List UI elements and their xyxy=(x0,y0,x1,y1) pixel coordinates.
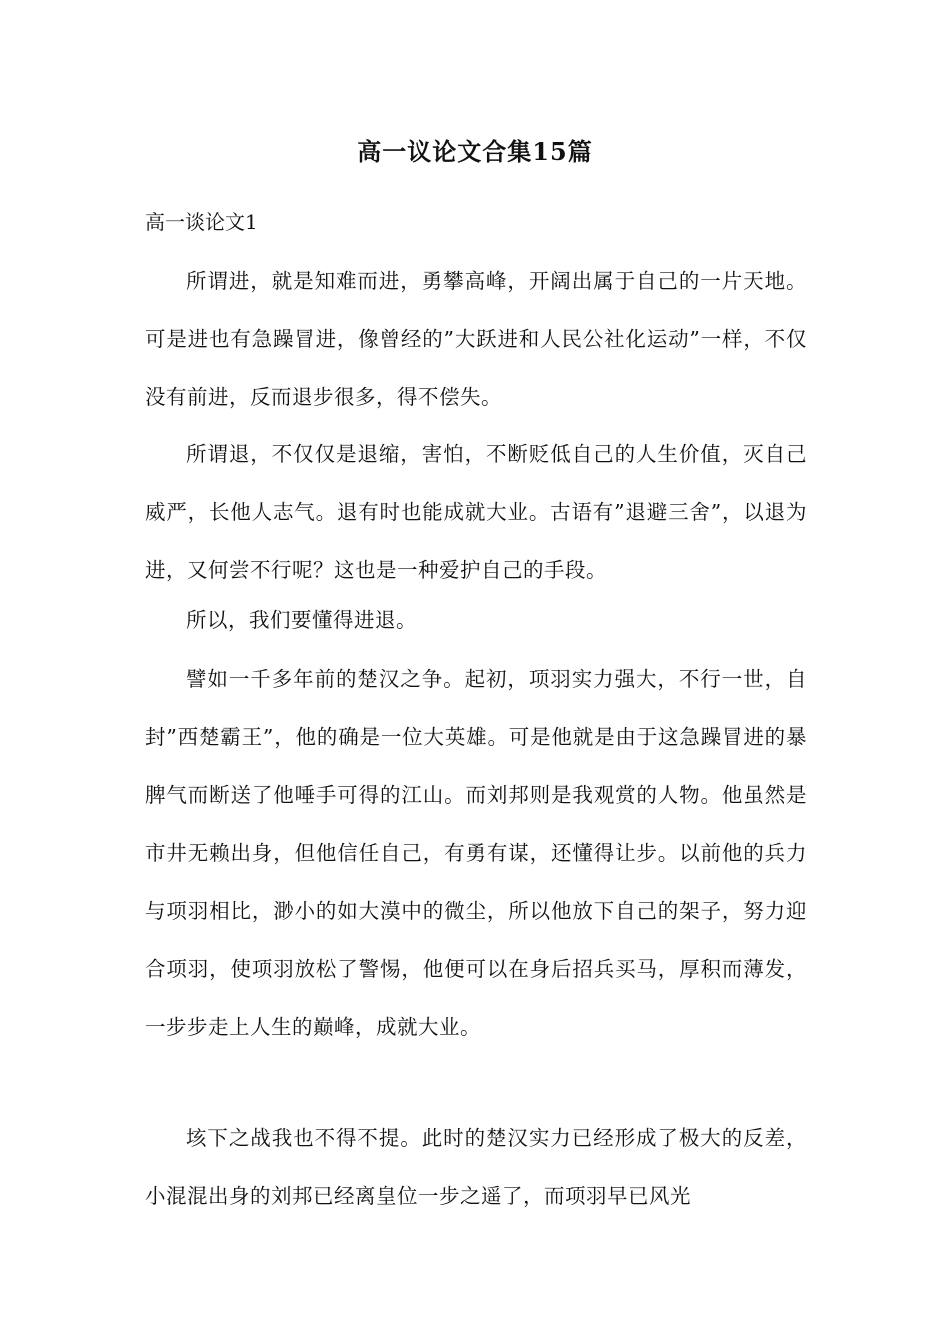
paragraph-4: 譬如一千多年前的楚汉之争。起初，项羽实力强大，不行一世，自封”西楚霸王”，他的确是一位大英雄。可是他就是由于这急躁冒进的暴脾气而断送了他唾手可得的江山。而刘邦则是我观赏的人物。他虽然是市井无赖出身，但他信任自己，有勇有谋，还懂得让步。以前他的兵力与项羽相比，渺小的如大漠中的微尘，所以他放下自己的架子，努力迎合项羽，使项羽放松了警惕，他便可以在身后招兵买马，厚积而薄发，一步步走上人生的巅峰，成就大业。 xyxy=(145,667,807,1039)
paragraph-5: 垓下之战我也不得不提。此时的楚汉实力已经形成了极大的反差，小混混出身的刘邦已经离皇位一步之遥了，而项羽早已风光 xyxy=(145,1126,807,1208)
paragraph-2: 所谓退，不仅仅是退缩，害怕，不断贬低自己的人生价值，灭自己威严，长他人志气。退有时也能成就大业。古语有”退避三舍”，以退为进，又何尝不行呢？这也是一种爱护自己的手段。 xyxy=(145,442,807,582)
section-heading: 高一谈论文1 xyxy=(145,210,258,234)
paragraph-3: 所以，我们要懂得进退。 xyxy=(186,608,417,632)
paragraph-1: 所谓进，就是知难而进，勇攀高峰，开阔出属于自己的一片天地。可是进也有急躁冒进，像曾经的”大跃进和人民公社化运动”一样，不仅没有前进，反而退步很多，得不偿失。 xyxy=(145,269,807,409)
document-title: 高一议论文合集15篇 xyxy=(357,137,593,166)
